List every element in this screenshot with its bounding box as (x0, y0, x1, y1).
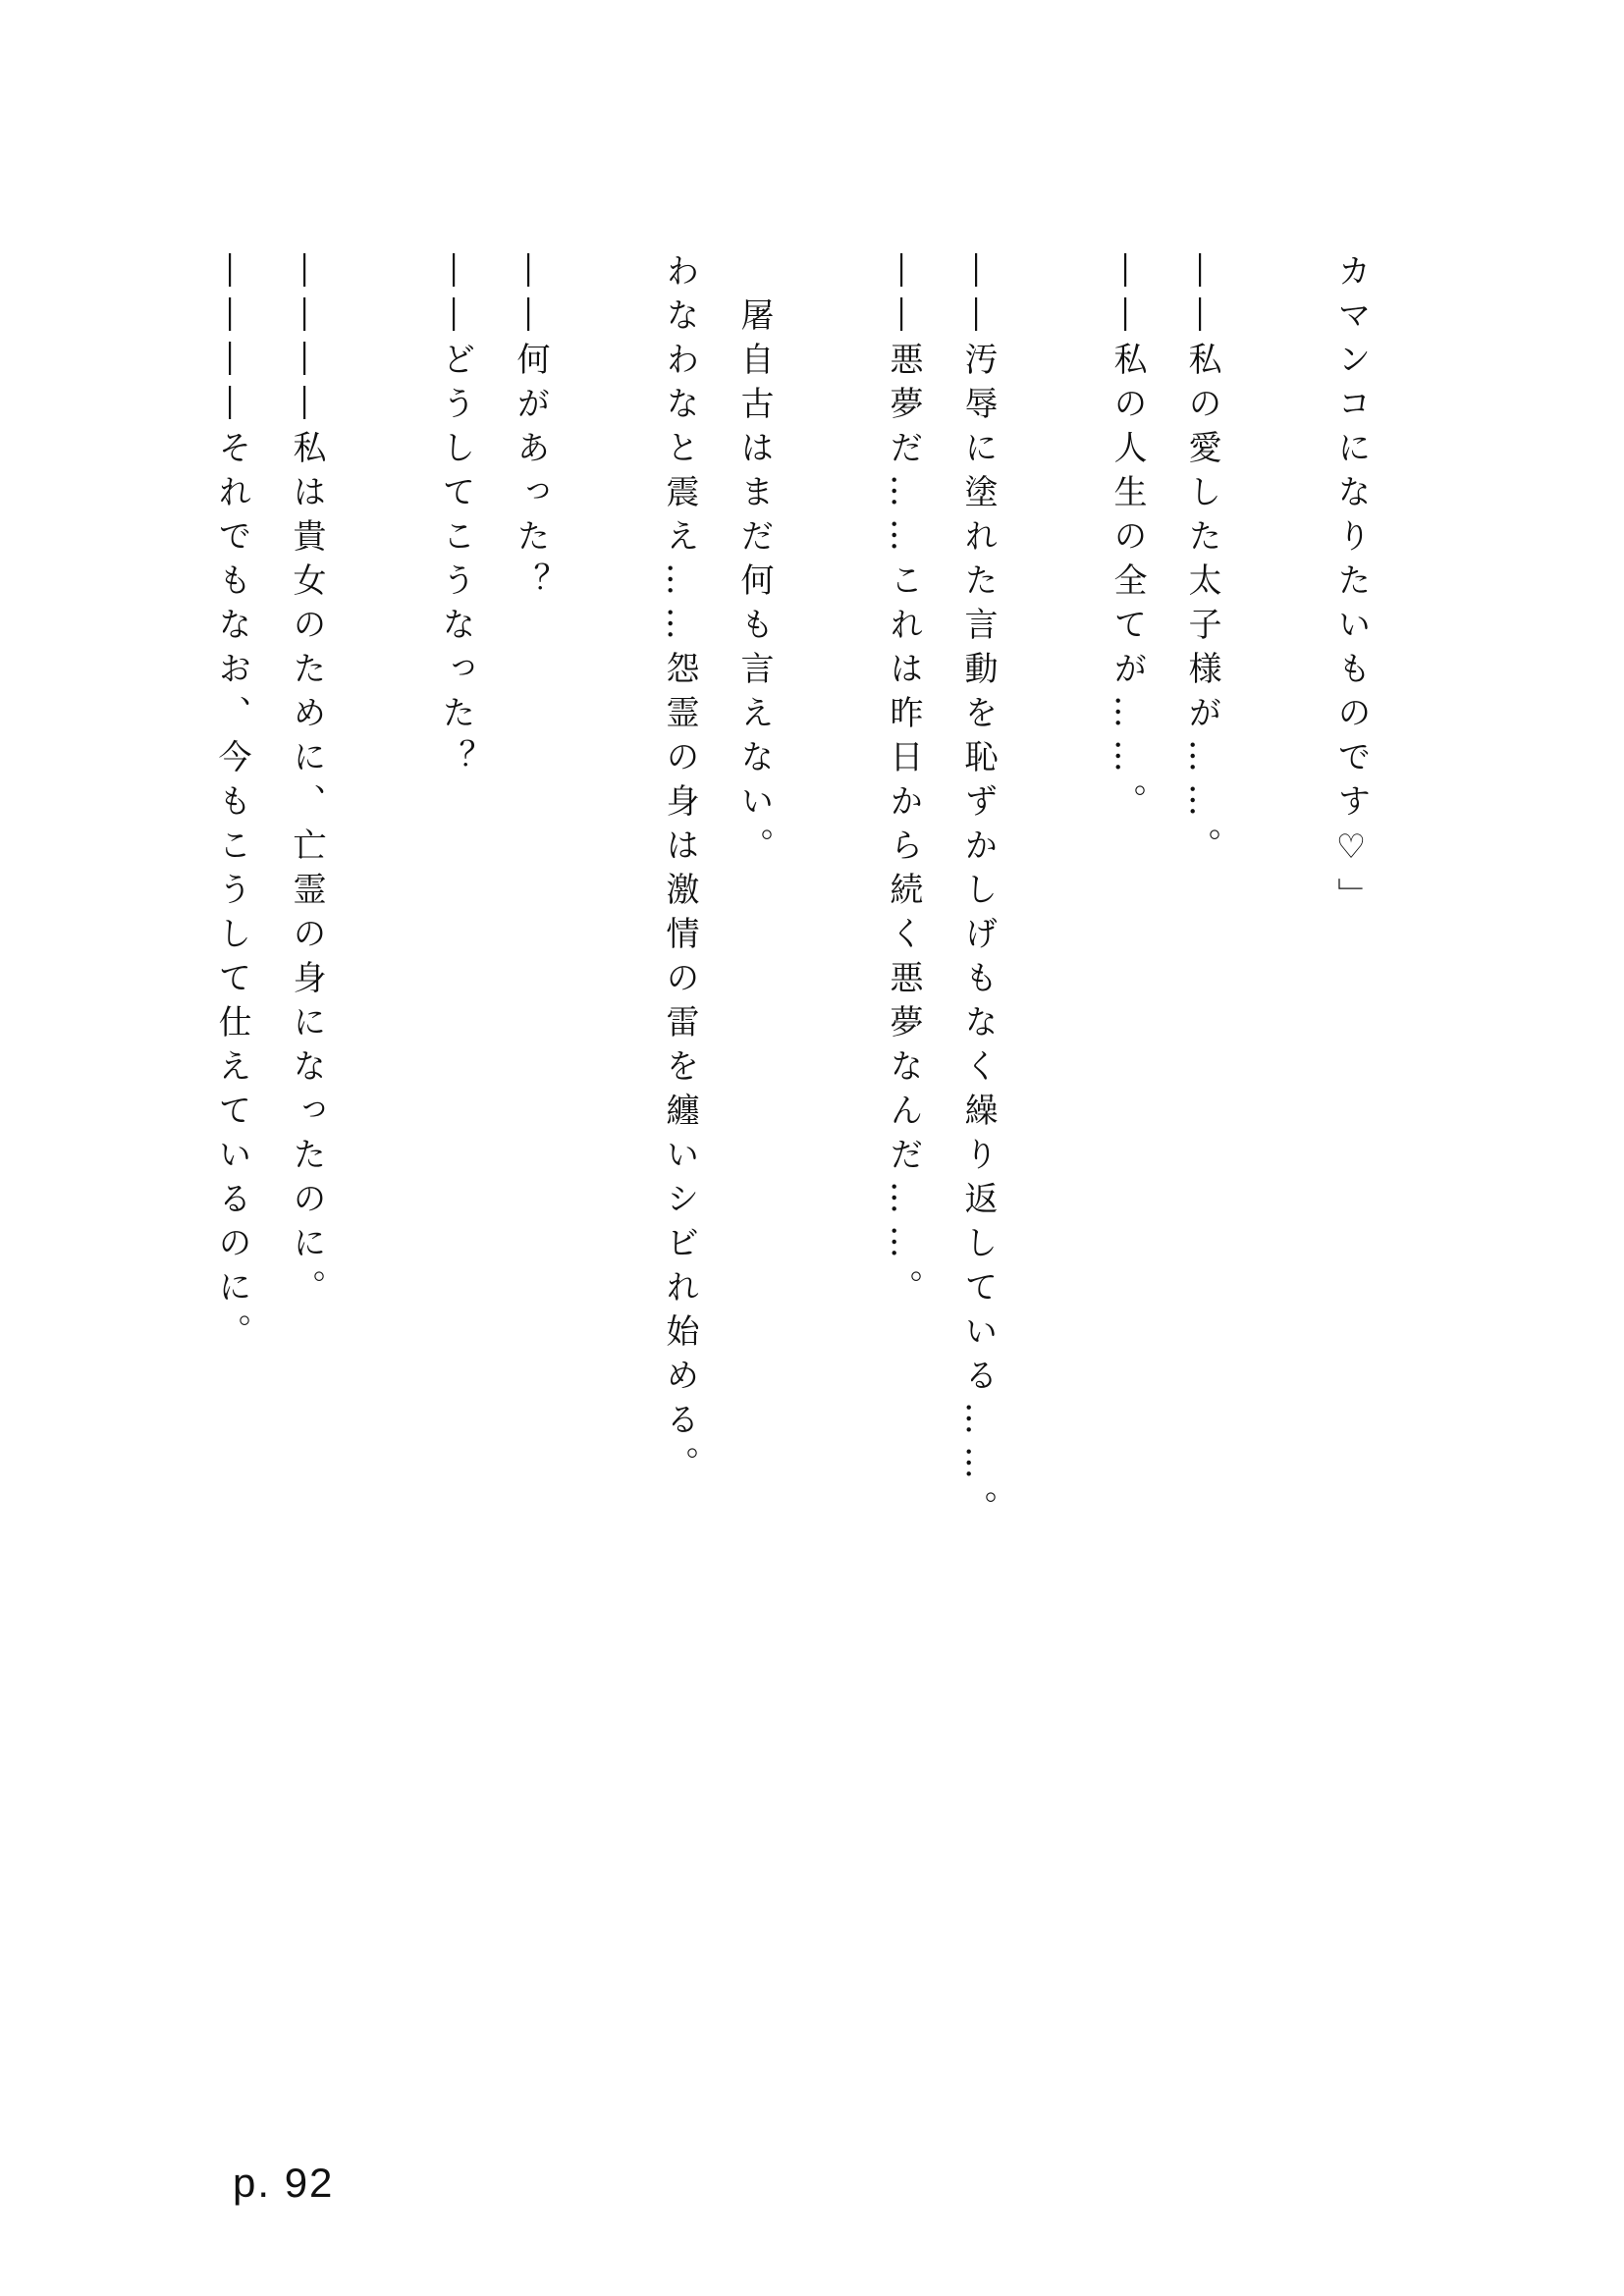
text-line: ――――それでもなお、今もこうして仕えているのに。 (212, 253, 251, 1358)
vertical-text-body (194, 253, 1388, 1628)
text-line: わなわなと震え……怨霊の身は激情の雷を纏いシビれ始める。 (660, 253, 699, 1490)
text-line: ――私の愛した太子様が……。 (1182, 253, 1221, 872)
text-line: 屠自古はまだ何も言えない。 (734, 297, 774, 872)
text-line: ――どうしてこうなった？ (436, 253, 475, 783)
page-number: p. 92 (233, 2160, 335, 2206)
text-line: ――何があった？ (511, 253, 550, 607)
text-line: ――悪夢だ……これは昨日から続く悪夢なんだ……。 (884, 253, 923, 1313)
text-line: カマンコになりたいものです♡」 (1331, 253, 1371, 922)
text-line: ――――私は貴女のために、亡霊の身になったのに。 (287, 253, 326, 1313)
text-line: ――汚辱に塗れた言動を恥ずかしげもなく繰り返している……。 (958, 253, 998, 1534)
text-line: ――私の人生の全てが……。 (1108, 253, 1147, 828)
